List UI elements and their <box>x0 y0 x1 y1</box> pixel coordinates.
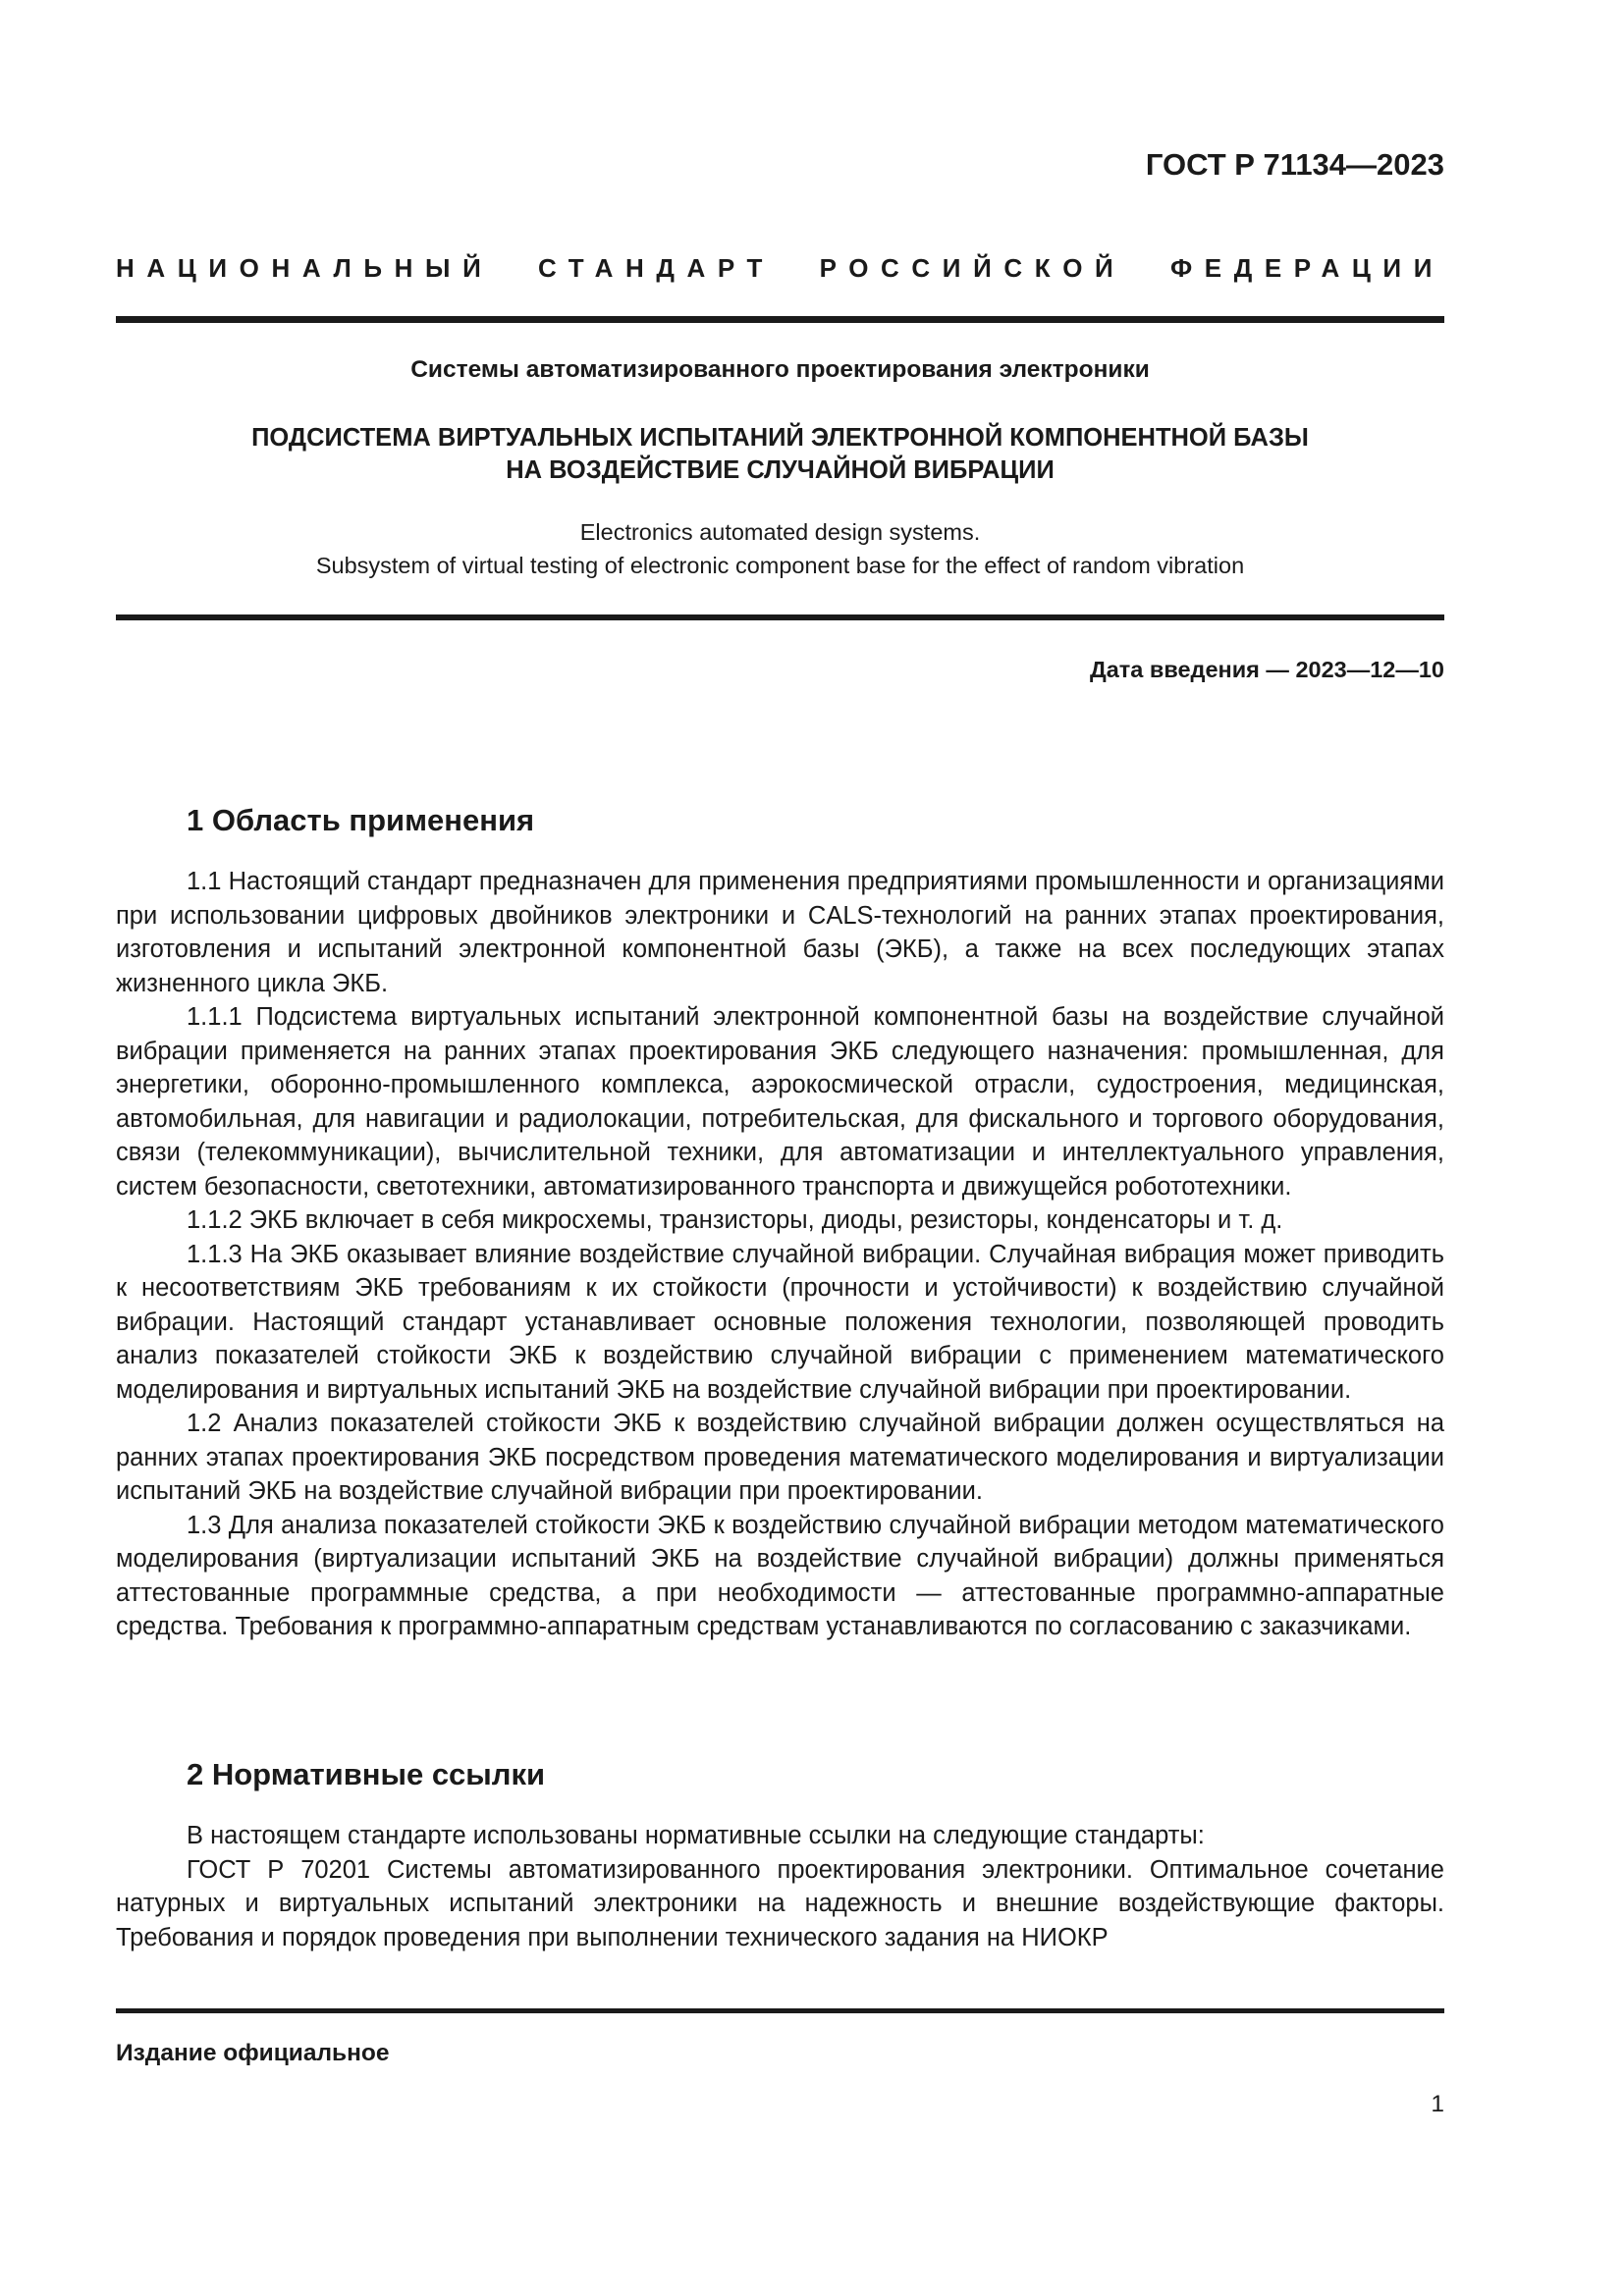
paragraph: 1.1 Настоящий стандарт предназначен для применения предприятиями промышленности и организациями при использовании цифровых двойников электроники и CALS-технологий на ранних этапах проектирования, изготовления и испытаний электронной компонентной базы (ЭКБ), а также на всех последующих этапах жизненного цикла ЭКБ. <box>116 868 1444 997</box>
top-divider <box>116 316 1444 323</box>
footer-divider <box>116 2008 1444 2013</box>
section-heading-references: 2 Нормативные ссылки <box>187 1757 546 1791</box>
section-scope-body <box>116 865 1444 1644</box>
paragraph: ГОСТ Р 70201 Системы автоматизированного проектирования электроники. Оптимальное сочетание натурных и виртуальных испытаний электроники на надежность и внешние воздействующие факторы. Требования и порядок проведения при выполнении технического задания на НИОКР <box>116 1855 1444 1951</box>
english-title <box>116 515 1444 582</box>
document-title <box>116 422 1444 487</box>
section-heading-scope: 1 Область применения <box>187 803 535 837</box>
paragraph: 1.1.2 ЭКБ включает в себя микросхемы, транзисторы, диоды, резисторы, конденсаторы и т. д. <box>187 1206 1283 1234</box>
paragraph: 1.1.3 На ЭКБ оказывает влияние воздействие случайной вибрации. Случайная вибрация может приводить к несоответствиям ЭКБ требованиям к их стойкости (прочности и устойчивости) к воздействию случайной вибрации. Настоящий стандарт устанавливает основные положения технологии, позволяющей проводить анализ показателей стойкости ЭКБ к воздействию случайной вибрации с применением математического моделирования и виртуальных испытаний ЭКБ на воздействие случайной вибрации при проектировании. <box>116 1240 1444 1404</box>
title-divider <box>116 614 1444 620</box>
paragraph: 1.1.1 Подсистема виртуальных испытаний электронной компонентной базы на воздействие случайной вибрации применяется на ранних этапах проектирования ЭКБ следующего назначения: промышленная, для энергетики, оборонно-промышленного комплекса, аэрокосмической отрасли, судостроения, медицинская, автомобильная, для навигации и радиолокации, потребительская, для фискального и торгового оборудования, связи (телекоммуникации), вычислительной техники, для автоматизации и интеллектуального управления, систем безопасности, светотехники, автоматизированного транспорта и движущейся робототехники. <box>116 1003 1444 1201</box>
introduction-date: Дата введения — 2023—12—10 <box>1089 657 1444 682</box>
english-title-line: Subsystem of virtual testing of electronic component base for the effect of random vibration <box>315 553 1245 578</box>
paragraph: В настоящем стандарте использованы нормативные ссылки на следующие стандарты: <box>187 1822 1205 1849</box>
standard-code: ГОСТ Р 71134—2023 <box>1145 147 1444 182</box>
title-line: ПОДСИСТЕМА ВИРТУАЛЬНЫХ ИСПЫТАНИЙ ЭЛЕКТРОННОЙ КОМПОНЕНТНОЙ БАЗЫ <box>251 424 1309 452</box>
series-title: Системы автоматизированного проектирования электроники <box>410 356 1150 383</box>
title-line: НА ВОЗДЕЙСТВИЕ СЛУЧАЙНОЙ ВИБРАЦИИ <box>506 456 1055 484</box>
paragraph: 1.3 Для анализа показателей стойкости ЭКБ к воздействию случайной вибрации методом математического моделирования (виртуализации испытаний ЭКБ на воздействие случайной вибрации) должны применяться аттестованные программные средства, а при необходимости — аттестованные программно-аппаратные средства. Требования к программно-аппаратным средствам устанавливаются по согласованию с заказчиками. <box>116 1511 1444 1640</box>
national-standard-label: НАЦИОНАЛЬНЫЙ СТАНДАРТ РОССИЙСКОЙ ФЕДЕРАЦИИ <box>116 253 1444 283</box>
page-number: 1 <box>1431 2091 1444 2117</box>
english-title-line: Electronics automated design systems. <box>579 519 981 545</box>
section-references-body <box>116 1819 1444 1954</box>
official-edition-label: Издание официальное <box>116 2040 390 2066</box>
paragraph: 1.2 Анализ показателей стойкости ЭКБ к воздействию случайной вибрации должен осуществляться на ранних этапах проектирования ЭКБ посредством проведения математического моделирования и виртуализации испытаний ЭКБ на воздействие случайной вибрации при проектировании. <box>116 1410 1444 1505</box>
